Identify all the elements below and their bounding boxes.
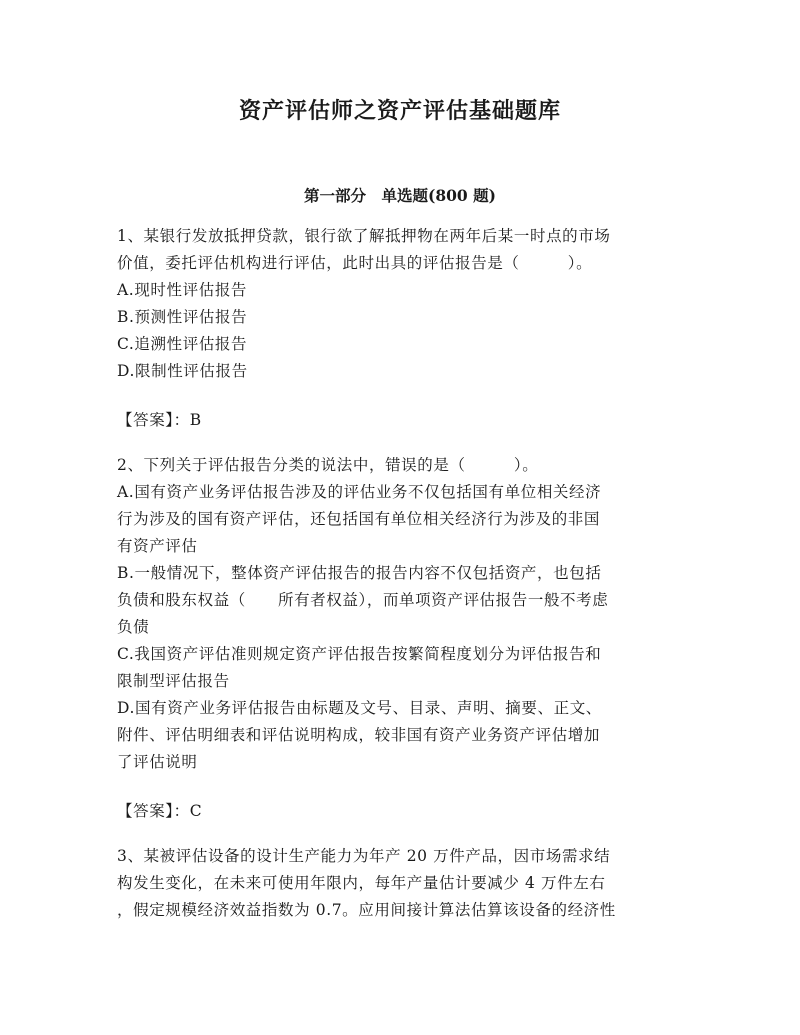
question-2-option-d-line-2: 附件、评估明细表和评估说明构成，较非国有资产业务资产评估增加 xyxy=(117,726,601,744)
question-1-option-c: C.追溯性评估报告 xyxy=(117,335,248,353)
question-3-stem-line-1: 3、某被评估设备的设计生产能力为年产 20 万件产品，因市场需求结 xyxy=(117,847,611,865)
question-1-option-d: D.限制性评估报告 xyxy=(117,362,248,380)
question-1-option-a: A.现时性评估报告 xyxy=(117,281,248,299)
question-2-option-a-line-2: 行为涉及的国有资产评估，还包括国有单位相关经济行为涉及的非国 xyxy=(117,510,601,528)
question-2-option-c-line-2: 限制型评估报告 xyxy=(117,672,230,690)
document-title: 资产评估师之资产评估基础题库 xyxy=(238,98,561,124)
question-1-answer: 【答案】：B xyxy=(117,411,202,429)
question-2-option-d-line-3: 了评估说明 xyxy=(117,753,198,771)
section-title: 第一部分 单选题(800 题) xyxy=(304,186,496,205)
question-1 xyxy=(117,223,687,385)
question-1-stem-line-2: 价值，委托评估机构进行评估，此时出具的评估报告是（ ）。 xyxy=(117,254,593,272)
question-2-option-b-line-3: 负债 xyxy=(117,618,150,636)
question-2-option-c-line-1: C.我国资产评估准则规定资产评估报告按繁简程度划分为评估报告和 xyxy=(117,645,602,663)
question-3-stem-line-2: 构发生变化，在未来可使用年限内，每年产量估计要减少 4 万件左右 xyxy=(117,874,606,892)
question-2-option-b-line-2: 负债和股东权益（ 所有者权益），而单项资产评估报告一般不考虑 xyxy=(117,591,609,609)
question-1-stem-line-1: 1、某银行发放抵押贷款，银行欲了解抵押物在两年后某一时点的市场 xyxy=(117,227,611,245)
question-2-option-b-line-1: B.一般情况下，整体资产评估报告的报告内容不仅包括资产，也包括 xyxy=(117,564,602,582)
question-2-option-a-line-1: A.国有资产业务评估报告涉及的评估业务不仅包括国有单位相关经济 xyxy=(117,483,602,501)
question-2 xyxy=(117,452,687,776)
question-2-option-a-line-3: 有资产评估 xyxy=(117,537,198,555)
question-2-answer: 【答案】：C xyxy=(117,802,203,820)
question-1-option-b: B.预测性评估报告 xyxy=(117,308,248,326)
question-3 xyxy=(117,843,687,924)
question-2-stem-line-1: 2、下列关于评估报告分类的说法中，错误的是（ ）。 xyxy=(117,456,539,474)
question-list xyxy=(117,223,687,924)
question-3-stem-line-3: ，假定规模经济效益指数为 0.7。应用间接计算法估算该设备的经济性 xyxy=(117,901,616,919)
question-2-option-d-line-1: D.国有资产业务评估报告由标题及文号、目录、声明、摘要、正文、 xyxy=(117,699,602,717)
